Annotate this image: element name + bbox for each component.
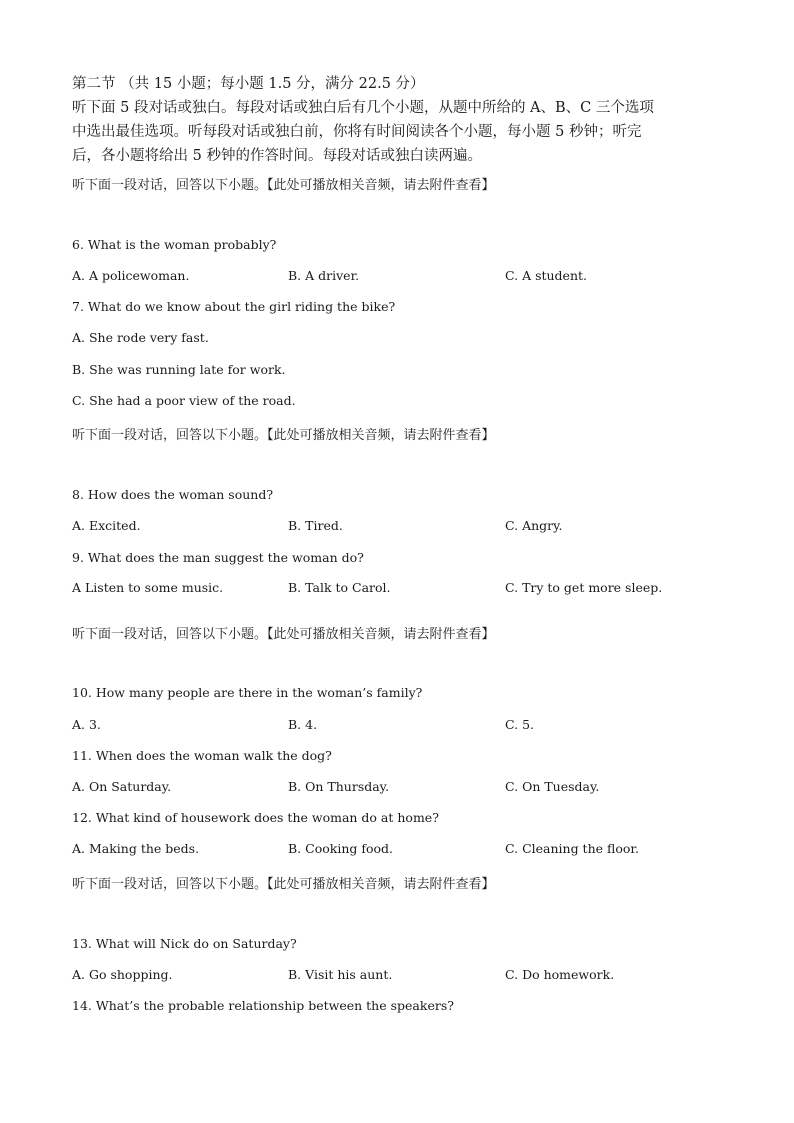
option-c: C. Try to get more sleep. [505, 580, 663, 595]
option-a: A. 3. [72, 717, 101, 732]
option-a: A. A policewoman. [72, 268, 190, 283]
audio-instruction: 听下面一段对话，回答以下小题。【此处可播放相关音频，请去附件查看】 [72, 428, 495, 443]
option-c: C. Do homework. [505, 967, 615, 982]
audio-instruction: 听下面一段对话，回答以下小题。【此处可播放相关音频，请去附件查看】 [72, 877, 495, 892]
section-directions-line: 后，各小题将给出 5 秒钟的作答时间。每段对话或独白读两遍。 [72, 148, 482, 164]
option-b: B. A driver. [288, 268, 360, 283]
option-b: B. Visit his aunt. [288, 967, 393, 982]
option-a: A. On Saturday. [72, 779, 172, 794]
section-title: 第二节 （共 15 小题；每小题 1.5 分，满分 22.5 分） [72, 76, 425, 92]
option-a: A. Excited. [72, 518, 141, 533]
question-11: 11. When does the woman walk the dog? [72, 748, 332, 763]
question-12: 12. What kind of housework does the woman do at home? [72, 810, 439, 825]
audio-instruction: 听下面一段对话，回答以下小题。【此处可播放相关音频，请去附件查看】 [72, 178, 495, 193]
option-a: A Listen to some music. [72, 580, 224, 595]
option-c: C. She had a poor view of the road. [72, 393, 296, 408]
question-8: 8. How does the woman sound? [72, 487, 274, 502]
option-c: C. On Tuesday. [505, 779, 600, 794]
option-c: C. Cleaning the floor. [505, 841, 639, 856]
option-b: B. Talk to Carol. [288, 580, 391, 595]
question-13: 13. What will Nick do on Saturday? [72, 936, 297, 951]
option-b: B. Cooking food. [288, 841, 393, 856]
question-7: 7. What do we know about the girl riding the bike? [72, 299, 396, 314]
section-directions-line: 听下面 5 段对话或独白。每段对话或独白后有几个小题，从题中所给的 A、B、C 三个选项 [72, 100, 654, 116]
option-b: B. Tired. [288, 518, 343, 533]
question-10: 10. How many people are there in the woman’s family? [72, 685, 423, 700]
option-a: A. Go shopping. [72, 967, 173, 982]
option-b: B. She was running late for work. [72, 362, 286, 377]
section-header [72, 72, 722, 168]
option-b: B. On Thursday. [288, 779, 390, 794]
option-b: B. 4. [288, 717, 318, 732]
option-c: C. Angry. [505, 518, 563, 533]
audio-instruction: 听下面一段对话，回答以下小题。【此处可播放相关音频，请去附件查看】 [72, 627, 495, 642]
option-c: C. A student. [505, 268, 588, 283]
option-a: A. Making the beds. [72, 841, 200, 856]
question-14: 14. What’s the probable relationship between the speakers? [72, 998, 454, 1013]
option-a: A. She rode very fast. [72, 330, 209, 345]
section-directions-line: 中选出最佳选项。听每段对话或独白前，你将有时间阅读各个小题，每小题 5 秒钟；听完 [72, 124, 642, 140]
question-9: 9. What does the man suggest the woman do? [72, 550, 364, 565]
option-c: C. 5. [505, 717, 534, 732]
question-6: 6. What is the woman probably? [72, 237, 277, 252]
